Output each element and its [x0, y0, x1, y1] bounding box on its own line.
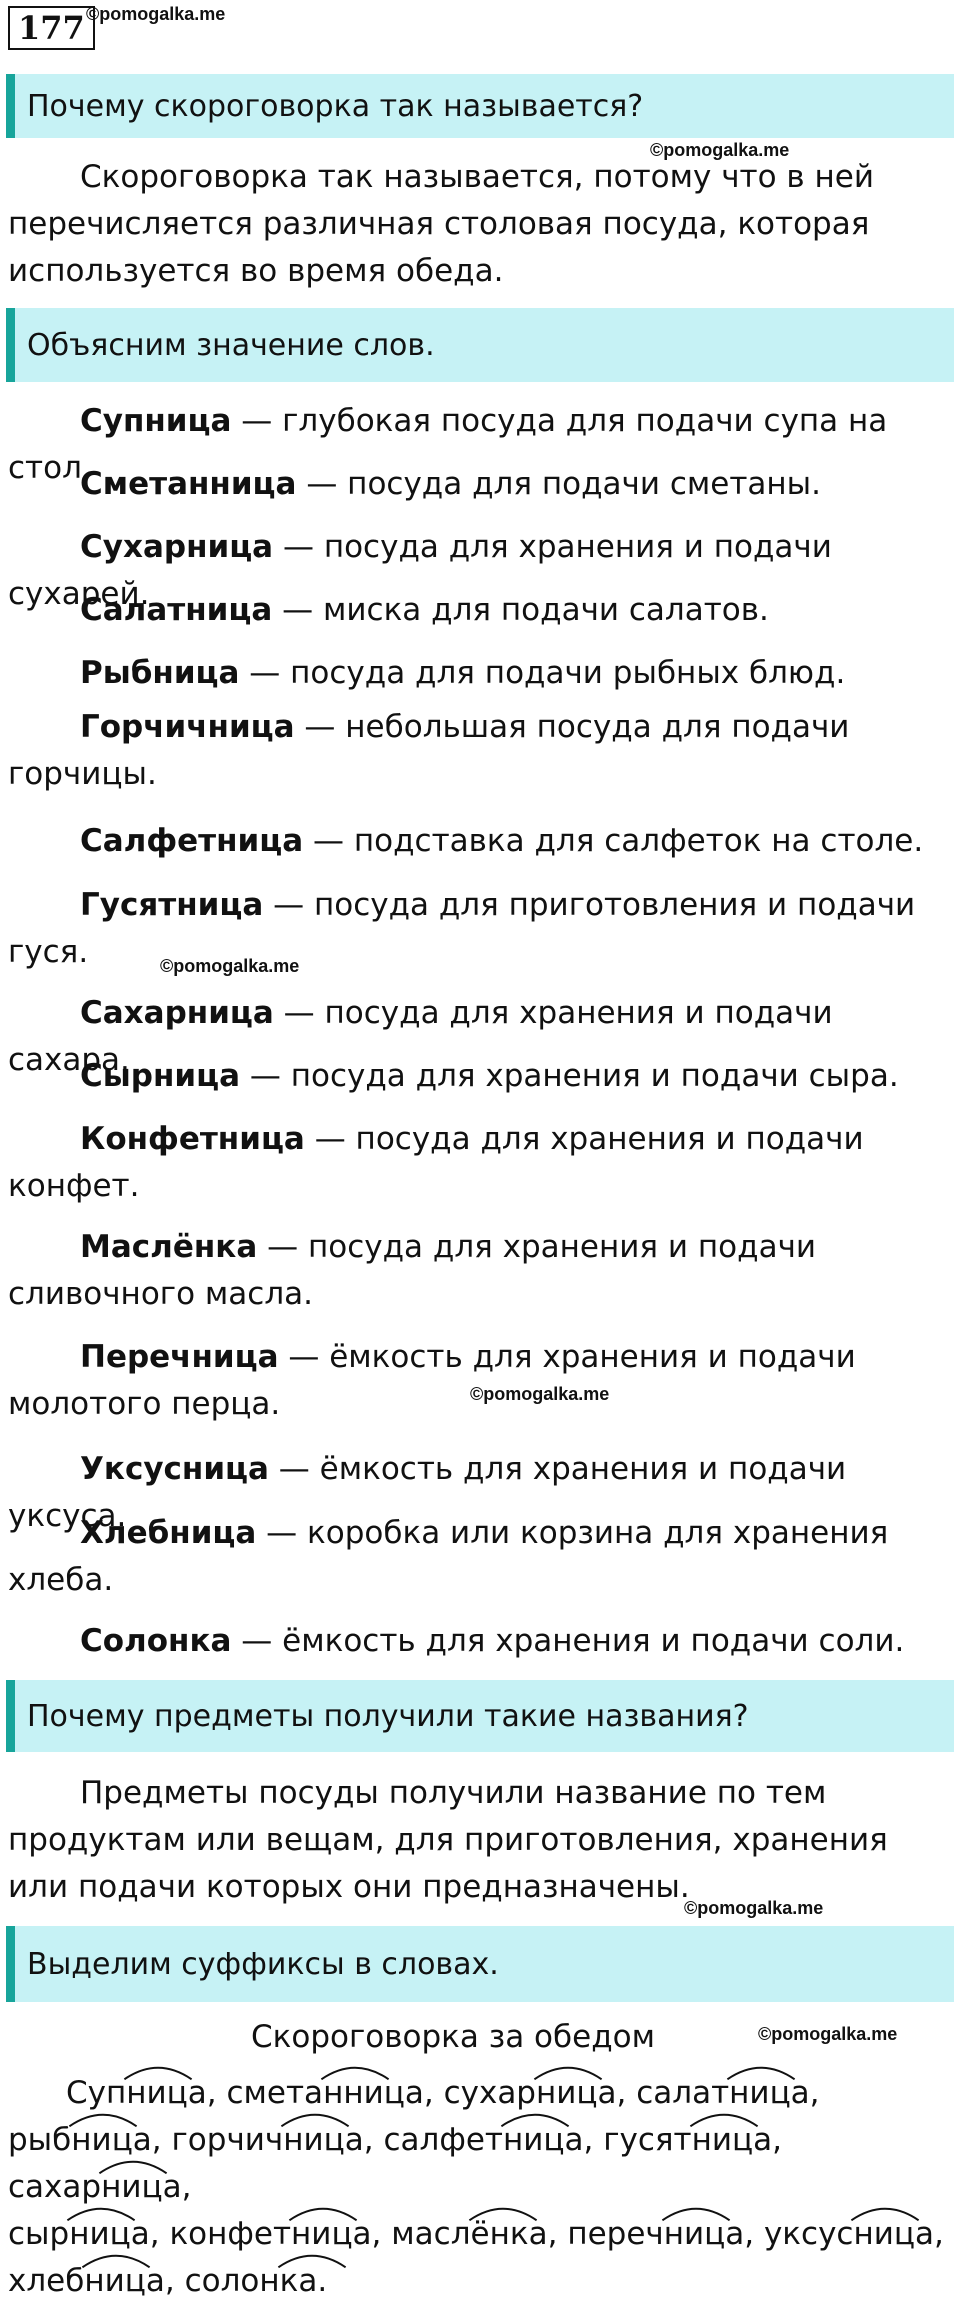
- poem-line: [8, 2258, 948, 2305]
- word-suffix: [692, 2117, 754, 2164]
- word-ending: а,: [132, 2122, 162, 2158]
- definition-text: — посуда для приготовления и подачи гуся.: [8, 887, 916, 970]
- suffix-text: ниц: [283, 2122, 345, 2158]
- poem-word: [8, 2122, 162, 2158]
- suffix-text: ниц: [101, 2169, 163, 2205]
- word-ending: а,: [528, 2216, 558, 2252]
- poem-word: [383, 2122, 593, 2158]
- word-ending: а,: [597, 2075, 627, 2111]
- word-suffix: [503, 2117, 565, 2164]
- suffix-arc-mark: [81, 2254, 151, 2268]
- watermark: ©pomogalka.me: [86, 4, 226, 24]
- suffix-arc-mark: [320, 2066, 390, 2080]
- poem-word: [185, 2263, 328, 2299]
- poem-word: [227, 2075, 434, 2111]
- suffix-arc-mark: [533, 2066, 603, 2080]
- suffix-arc-mark: [68, 2113, 138, 2127]
- definition-item: [8, 1053, 948, 1100]
- suffix-text: ниц: [853, 2216, 915, 2252]
- suffix-text: ниц: [71, 2122, 133, 2158]
- definition-text: — посуда для подачи сметаны.: [296, 466, 821, 502]
- word-suffix: [126, 2070, 188, 2117]
- word-stem: хлеб: [8, 2263, 85, 2299]
- suffix-arc-mark: [277, 2254, 347, 2268]
- definition-item: [8, 704, 948, 798]
- definition-item: [8, 882, 948, 976]
- word-suffix: [69, 2211, 131, 2258]
- word-stem: сыр: [8, 2216, 70, 2252]
- suffix-text: нниц: [323, 2075, 405, 2111]
- suffix-text: ниц: [126, 2075, 188, 2111]
- definition-term: Сахарница: [80, 995, 274, 1031]
- definition-term: Солонка: [80, 1623, 232, 1659]
- word-suffix: [101, 2164, 163, 2211]
- question-banner-4: [6, 1926, 954, 2002]
- suffix-text: к: [279, 2263, 299, 2299]
- suffix-arc-mark: [98, 2160, 168, 2174]
- definition-text: — посуда для хранения и подачи сыра.: [240, 1058, 899, 1094]
- definition-term: Салфетница: [80, 823, 304, 859]
- definition-term: Сметанница: [80, 466, 297, 502]
- word-stem: горчич: [171, 2122, 284, 2158]
- word-suffix: [536, 2070, 598, 2117]
- suffix-text: ниц: [291, 2216, 353, 2252]
- definition-text: — подставка для салфеток на столе.: [303, 823, 924, 859]
- word-stem: переч: [567, 2216, 664, 2252]
- poem-line: [8, 2117, 948, 2211]
- answer-paragraph-3: Предметы посуды получили название по тем продуктам или вещам, для приготовления, хранения или подачи которых они предназначены.: [8, 1775, 888, 1905]
- task-number: 177: [8, 6, 95, 50]
- question-text: Почему скороговорка так называется?: [27, 88, 644, 124]
- poem-word: [603, 2122, 782, 2158]
- definition-term: Супница: [80, 403, 232, 439]
- suffix-text: ниц: [663, 2216, 726, 2252]
- poem-title: Скороговорка за обедом: [251, 2019, 655, 2055]
- definition-term: Горчичница: [80, 709, 295, 745]
- suffix-arc-mark: [66, 2207, 136, 2221]
- word-stem: рыб: [8, 2122, 72, 2158]
- word-stem: уксус: [763, 2216, 854, 2252]
- definition-term: Конфетница: [80, 1121, 305, 1157]
- poem-word: [764, 2216, 944, 2252]
- word-ending: а,: [162, 2169, 192, 2205]
- suffix-text: ниц: [729, 2075, 791, 2111]
- suffix-arc-mark: [689, 2113, 759, 2127]
- word-suffix: [853, 2211, 915, 2258]
- word-stem: масл: [391, 2216, 471, 2252]
- definition-term: Уксусница: [80, 1451, 269, 1487]
- suffix-arc-mark: [661, 2207, 731, 2221]
- poem-word: [444, 2075, 627, 2111]
- word-ending: а,: [404, 2075, 434, 2111]
- question-text: Выделим суффиксы в словах.: [27, 1946, 499, 1982]
- watermark: ©pomogalka.me: [470, 1384, 610, 1404]
- question-banner-3: [6, 1680, 954, 1752]
- definition-term: Маслёнка: [80, 1229, 258, 1265]
- definition-text: — посуда для хранения и подачи сливочного масла.: [8, 1229, 817, 1312]
- question-banner-1: [6, 74, 954, 138]
- word-suffix: [71, 2117, 133, 2164]
- word-stem: сухар: [443, 2075, 536, 2111]
- answer-paragraph-1: Скороговорка так называется, потому что в ней перечисляется различная столовая посуда, которая используется во время обеда.: [8, 159, 875, 289]
- word-ending: а,: [914, 2216, 944, 2252]
- definition-text: — посуда для подачи рыбных блюд.: [239, 655, 846, 691]
- word-stem: салат: [636, 2075, 730, 2111]
- watermark: ©pomogalka.me: [650, 140, 790, 160]
- suffix-arc-mark: [500, 2113, 570, 2127]
- suffix-text: ниц: [502, 2122, 565, 2158]
- poem-line: [8, 2070, 948, 2117]
- word-ending: а,: [130, 2216, 160, 2252]
- suffix-arc-mark: [280, 2113, 350, 2127]
- watermark: ©pomogalka.me: [684, 1898, 824, 1918]
- poem-word: [567, 2216, 754, 2252]
- definition-text: — ёмкость для хранения и подачи уксуса.: [8, 1451, 847, 1534]
- watermark: ©pomogalka.me: [758, 2024, 898, 2044]
- question-text: Объясним значение слов.: [27, 327, 435, 363]
- poem-word: [636, 2075, 819, 2111]
- definition-item: [8, 1224, 948, 1318]
- word-suffix: [280, 2258, 299, 2305]
- suffix-arc-mark: [468, 2207, 538, 2221]
- definition-item: [8, 818, 948, 865]
- poem-word: [169, 2216, 381, 2252]
- definition-item: [8, 1334, 948, 1428]
- word-ending: а,: [790, 2075, 820, 2111]
- suffix-text: ниц: [84, 2263, 146, 2299]
- watermark: ©pomogalka.me: [160, 956, 300, 976]
- suffix-text: ниц: [69, 2216, 131, 2252]
- definition-text: — посуда для хранения и подачи конфет.: [8, 1121, 864, 1204]
- definition-text: — небольшая посуда для подачи горчицы.: [8, 709, 850, 792]
- word-stem: сахар: [8, 2169, 102, 2205]
- question-banner-2: [6, 308, 954, 382]
- suffix-arc-mark: [726, 2066, 796, 2080]
- definition-term: Салатница: [80, 592, 273, 628]
- word-ending: а,: [725, 2216, 755, 2252]
- word-stem: солон: [184, 2263, 280, 2299]
- suffix-arc-mark: [288, 2207, 358, 2221]
- suffix-text: ниц: [691, 2122, 754, 2158]
- definition-term: Гусятница: [80, 887, 264, 923]
- definition-term: Сухарница: [80, 529, 274, 565]
- word-stem: конфет: [169, 2216, 292, 2252]
- poem-word: [66, 2075, 217, 2111]
- word-suffix: [664, 2211, 726, 2258]
- definition-term: Перечница: [80, 1339, 279, 1375]
- definition-item: [8, 1116, 948, 1210]
- definition-term: Рыбница: [80, 655, 240, 691]
- poem-word: [8, 2169, 191, 2205]
- definition-text: — посуда для хранения и подачи сахара.: [8, 995, 833, 1078]
- word-ending: а,: [344, 2122, 374, 2158]
- definition-text: — ёмкость для хранения и подачи соли.: [231, 1623, 905, 1659]
- suffix-text: ёнк: [470, 2216, 529, 2252]
- word-stem: смета: [226, 2075, 324, 2111]
- word-ending: а,: [145, 2263, 175, 2299]
- poem-word: [391, 2216, 557, 2252]
- definition-text: — посуда для хранения и подачи сухарей.: [8, 529, 832, 612]
- poem-word: [172, 2122, 374, 2158]
- word-ending: а,: [753, 2122, 782, 2158]
- definition-text: — ёмкость для хранения и подачи молотого перца.: [8, 1339, 856, 1422]
- definition-item: [8, 587, 948, 634]
- definition-term: Хлебница: [80, 1515, 257, 1551]
- suffix-text: ниц: [536, 2075, 598, 2111]
- word-suffix: [323, 2070, 405, 2117]
- definition-term: Сырница: [80, 1058, 241, 1094]
- suffix-arc-mark: [123, 2066, 193, 2080]
- word-suffix: [84, 2258, 146, 2305]
- definition-text: — глубокая посуда для подачи супа на стол.: [8, 403, 888, 486]
- word-ending: а,: [352, 2216, 382, 2252]
- suffix-arc-mark: [850, 2207, 920, 2221]
- definition-item: [8, 650, 948, 697]
- word-ending: а,: [564, 2122, 594, 2158]
- definition-item: [8, 461, 948, 508]
- poem-word: [8, 2216, 160, 2252]
- question-text: Почему предметы получили такие названия?: [27, 1698, 749, 1734]
- word-stem: Суп: [66, 2075, 127, 2111]
- word-suffix: [729, 2070, 791, 2117]
- word-suffix: [291, 2211, 353, 2258]
- poem-body: [8, 2070, 948, 2305]
- word-stem: салфет: [383, 2122, 503, 2158]
- word-ending: а,: [187, 2075, 217, 2111]
- word-suffix: [471, 2211, 529, 2258]
- definition-text: — миска для подачи салатов.: [272, 592, 769, 628]
- word-suffix: [283, 2117, 345, 2164]
- poem-line: [8, 2211, 948, 2258]
- poem-word: [8, 2263, 175, 2299]
- word-ending: а.: [298, 2263, 328, 2299]
- word-stem: гусят: [603, 2122, 692, 2158]
- definition-item: [8, 1618, 948, 1665]
- definition-item: [8, 1510, 948, 1604]
- definition-text: — коробка или корзина для хранения хлеба.: [8, 1515, 889, 1598]
